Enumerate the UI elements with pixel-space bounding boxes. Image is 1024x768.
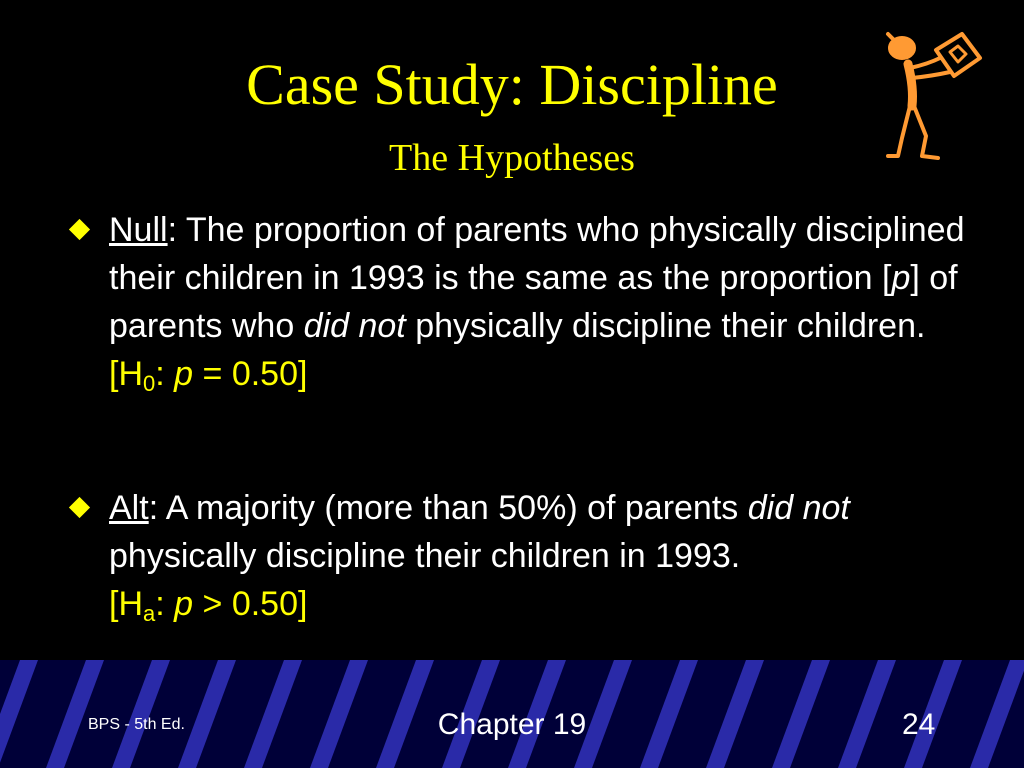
alt-hyp-variable: p	[174, 585, 194, 623]
person-holding-sign-icon	[880, 28, 990, 163]
alt-text-1: : A majority (more than 50%) of parents	[148, 489, 748, 527]
null-hyp-value: = 0.50]	[193, 355, 308, 393]
null-hyp-open: [H	[109, 355, 143, 393]
bullet-alt-text	[109, 484, 982, 628]
null-hypothesis	[109, 355, 308, 396]
null-p-variable: p	[891, 259, 911, 297]
null-emphasis: did not	[303, 307, 406, 345]
null-text-2: ] of parents who	[109, 259, 958, 345]
slide-subtitle: The Hypotheses	[389, 137, 635, 179]
alt-hyp-colon: :	[155, 585, 175, 623]
null-label: Null	[109, 211, 168, 249]
null-text-1: : The proportion of parents who physically disciplined their children in 1993 is the same as the proportion [	[109, 211, 965, 297]
slide-title: Case Study: Discipline	[246, 52, 778, 117]
null-hyp-subscript: 0	[143, 371, 156, 396]
alt-hypothesis	[109, 585, 308, 626]
bullet-null	[72, 206, 982, 398]
null-hyp-variable: p	[174, 355, 194, 393]
null-text-3: physically discipline their children.	[405, 307, 926, 345]
alt-hyp-open: [H	[109, 585, 143, 623]
alt-hyp-value: > 0.50]	[193, 585, 308, 623]
alt-text-2: physically discipline their children in 1993.	[109, 537, 741, 575]
slide-number: 24	[902, 708, 936, 741]
diamond-bullet-icon	[69, 219, 90, 240]
footer-edition: BPS - 5th Ed.	[88, 716, 185, 733]
footer-chapter: Chapter 19	[437, 708, 587, 741]
null-hyp-colon: :	[155, 355, 175, 393]
alt-hyp-subscript: a	[143, 601, 156, 626]
alt-label: Alt	[109, 489, 149, 527]
bullet-null-text	[109, 206, 982, 398]
alt-emphasis: did not	[747, 489, 850, 527]
bullet-alt	[72, 484, 982, 628]
diamond-bullet-icon	[69, 497, 90, 518]
